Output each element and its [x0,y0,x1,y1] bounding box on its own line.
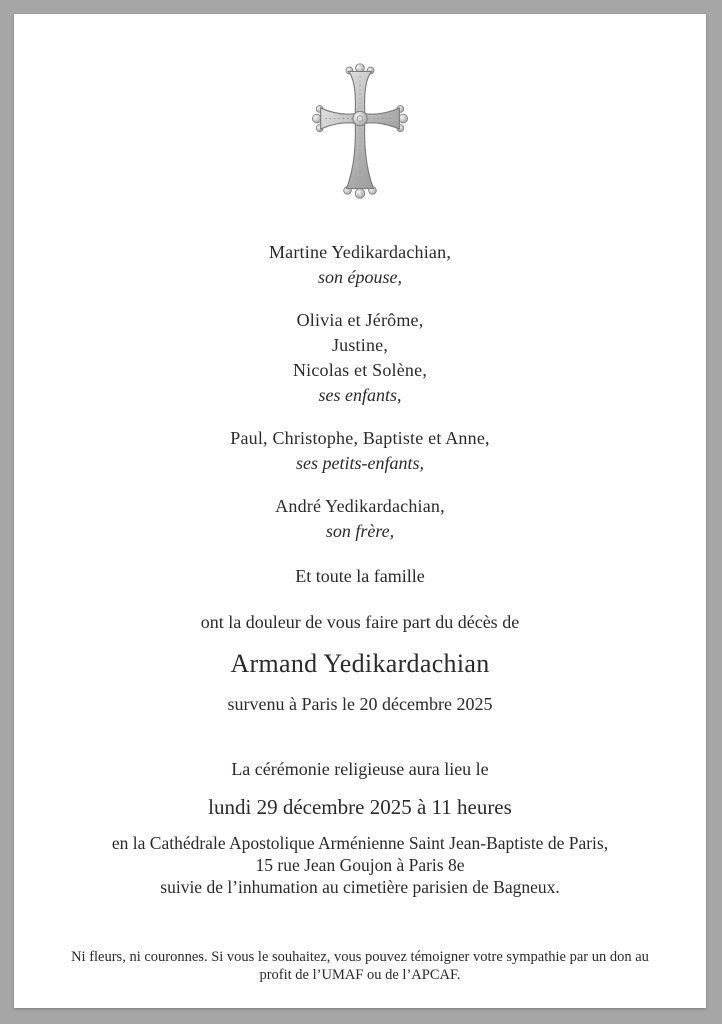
family-names-line: Martine Yedikardachian, [268,242,452,262]
family-names-line: Olivia et Jérôme, [296,310,424,330]
announcement-intro: ont la douleur de vous faire part du décès de [200,612,520,632]
family-names-line: André Yedikardachian, [275,496,445,516]
ceremony-location-block [14,832,706,898]
ceremony-location-line: 15 rue Jean Goujon à Paris 8e [255,855,465,875]
paper-sheet [14,14,706,1008]
cross-container [14,62,706,202]
relation-line: son épouse, [318,267,402,287]
family-group-grandchildren [14,426,706,476]
relation-line: ses petits-enfants, [296,453,424,473]
ceremony-datetime: lundi 29 décembre 2025 à 11 heures [208,795,512,819]
death-place-date: survenu à Paris le 20 décembre 2025 [227,694,493,714]
family-names-line: Paul, Christophe, Baptiste et Anne, [230,428,490,448]
family-names-line: Nicolas et Solène, [292,360,428,380]
deceased-name: Armand Yedikardachian [230,649,490,678]
ceremony-location-line: suivie de l’inhumation au cimetière parisien de Bagneux. [160,877,560,897]
family-group-brother [14,494,706,544]
donation-note: Ni fleurs, ni couronnes. Si vous le souhaitez, vous pouvez témoigner votre sympathie par un don au profit de l’UMAF ou de l’APCAF. [71,949,649,983]
family-names-block [14,240,706,589]
ceremony-location-line: en la Cathédrale Apostolique Arménienne Saint Jean-Baptiste de Paris, [111,833,609,853]
family-group-spouse [14,240,706,290]
ceremony-intro-line: La cérémonie religieuse aura lieu le [231,759,489,779]
relation-line: ses enfants, [318,385,402,405]
relation-line: son frère, [325,521,395,541]
armenian-cross-icon [312,62,408,205]
family-group-children [14,308,706,408]
family-names-line: Justine, [331,335,389,355]
and-family-line: Et toute la famille [295,566,425,586]
